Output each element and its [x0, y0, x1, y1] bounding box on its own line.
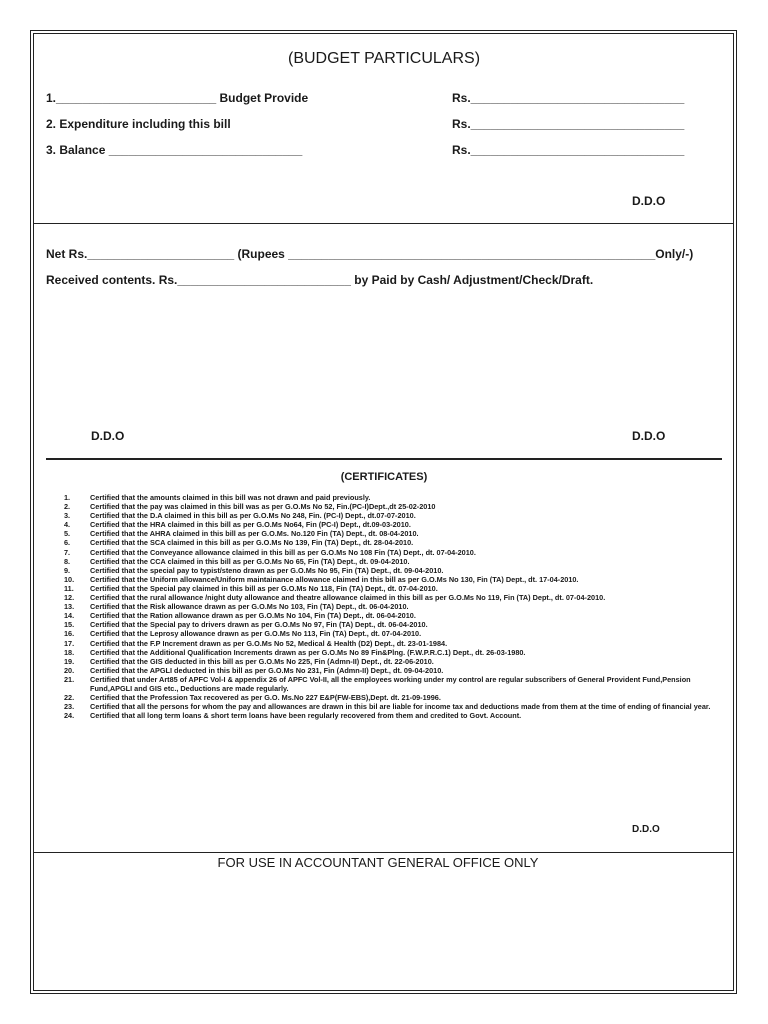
certificate-item	[64, 675, 724, 693]
certificate-item	[64, 702, 724, 711]
balance-label: 3. Balance _____________________________	[46, 143, 303, 157]
certificate-item	[64, 557, 724, 566]
certificate-item	[64, 602, 724, 611]
certificate-text: Certified that the SCA claimed in this bill as per G.O.Ms No 139, Fin (TA) Dept., dt. 28-04-2010.	[90, 538, 414, 548]
certificate-text: Certified that the Leprosy allowance drawn as per G.O.Ms No 113, Fin (TA) Dept., dt. 07-04-2010.	[90, 629, 422, 639]
certificate-number: 5.	[64, 529, 71, 539]
budget-provide-amount: Rs.________________________________	[452, 91, 685, 105]
balance-amount: Rs.________________________________	[452, 143, 685, 157]
certificate-number: 3.	[64, 511, 71, 521]
certificate-number: 24.	[64, 711, 75, 721]
certificate-item	[64, 493, 724, 502]
certificate-number: 21.	[64, 674, 75, 684]
certificate-text: Certified that the Additional Qualification Increments drawn as per G.O.Ms No 89 Fin&Plng. (F.W.P.R.C.1) Dept., dt. 26-03-1980.	[90, 647, 526, 657]
certificate-item	[64, 629, 724, 638]
certificate-item	[64, 666, 724, 675]
certificate-text: Certified that the rural allowance /night duty allowance and theatre allowance claimed in this bill as per G.O.Ms No 119, Fin (TA) Dept., dt. 07-04-2010.	[90, 593, 606, 603]
certificate-item	[64, 511, 724, 520]
certificate-number: 16.	[64, 629, 75, 639]
certificate-item	[64, 693, 724, 702]
certificate-text: Certified that the special pay to typist/steno drawn as per G.O.Ms No 95, Fin (TA) Dept., dt. 09-04-2010.	[90, 565, 444, 575]
certificate-number: 17.	[64, 638, 75, 648]
certificate-number: 13.	[64, 602, 75, 612]
certificate-number: 18.	[64, 647, 75, 657]
certificate-number: 2.	[64, 502, 71, 512]
certificate-number: 8.	[64, 556, 71, 566]
certificates-ddo: D.D.O	[632, 824, 660, 835]
certificate-text: Certified that the Uniform allowance/Uniform maintainance allowance claimed in this bill as per G.O.Ms No 130, Fin (TA) Dept., dt. 17-04-2010.	[90, 574, 579, 584]
certificate-number: 1.	[64, 493, 71, 502]
certificate-number: 20.	[64, 665, 75, 675]
certificate-item	[64, 575, 724, 584]
certificate-number: 22.	[64, 693, 75, 703]
certificate-item	[64, 711, 724, 720]
expenditure-label: 2. Expenditure including this bill	[46, 117, 231, 131]
certificate-text: Certified that all long term loans & short term loans have been regularly recovered from them and credited to Govt. Account.	[90, 711, 522, 721]
certificate-number: 10.	[64, 574, 75, 584]
certificate-text: Certified that the D.A claimed in this bill as per G.O.Ms No 248, Fin. (PC-I) Dept., dt.07-07-2010.	[90, 511, 416, 521]
certificate-number: 23.	[64, 702, 75, 712]
certificate-item	[64, 620, 724, 629]
certificate-text: Certified that the F.P Increment drawn as per G.O.Ms No 52, Medical & Health (D2) Dept., dt. 23-01-1984.	[90, 638, 448, 648]
certificate-text: Certified that the Ration allowance drawn as per G.O.Ms No 104, Fin (TA) Dept., dt. 06-04-2010.	[90, 611, 416, 621]
certificate-item	[64, 529, 724, 538]
budget-ddo: D.D.O	[632, 194, 666, 208]
certificate-number: 19.	[64, 656, 75, 666]
certificate-item	[64, 584, 724, 593]
budget-title: (BUDGET PARTICULARS)	[287, 50, 481, 67]
divider-certificates	[33, 852, 734, 853]
certificate-text: Certified that the pay was claimed in this bill was as per G.O.Ms No 52, Fin.(PC-I)Dept.,dt 25-02-2010	[90, 502, 436, 512]
certificate-text: Certified that the AHRA claimed in this bill as per G.O.Ms. No.120 Fin (TA) Dept., dt. 08-04-2010.	[90, 529, 419, 539]
certificate-item	[64, 566, 724, 575]
certificate-item	[64, 502, 724, 511]
certificate-text: Certified that the amounts claimed in this bill was not drawn and paid previously.	[90, 493, 371, 502]
certificate-item	[64, 611, 724, 620]
certificate-number: 12.	[64, 593, 75, 603]
certificate-text: Certified that the APGLI deducted in this bill as per G.O.Ms No 231, Fin (Admn-II) Dept., dt. 09-04-2010.	[90, 665, 444, 675]
certificate-text: Certified that the GIS deducted in this bill as per G.O.Ms No 225, Fin (Admn-II) Dept., dt. 22-06-2010.	[90, 656, 434, 666]
certificate-number: 15.	[64, 620, 75, 630]
payment-ddo-left: D.D.O	[91, 429, 125, 443]
certificates-title: (CERTIFICATES)	[340, 471, 428, 483]
certificate-number: 14.	[64, 611, 75, 621]
received-contents-line: Received contents. Rs.__________________________ by Paid by Cash/ Adjustment/Check/Draft.	[46, 273, 594, 287]
certificate-number: 6.	[64, 538, 71, 548]
certificate-item	[64, 520, 724, 529]
payment-ddo-right: D.D.O	[632, 429, 666, 443]
budget-provide-label: 1.________________________ Budget Provide	[46, 91, 309, 105]
certificate-item	[64, 548, 724, 557]
accountant-general-title: FOR USE IN ACCOUNTANT GENERAL OFFICE ONLY	[217, 855, 539, 870]
certificate-item	[64, 639, 724, 648]
certificate-text: Certified that the Profession Tax recovered as per G.O. Ms.No 227 E&P(FW-EBS),Dept. dt. 21-09-1996.	[90, 693, 441, 703]
net-amount-line: Net Rs.______________________ (Rupees _______________________________________________________Only/-)	[46, 247, 694, 261]
certificate-number: 9.	[64, 565, 71, 575]
certificate-text: Certified that the Special pay claimed in this bill as per G.O.Ms No 118, Fin (TA) Dept., dt. 07-04-2010.	[90, 583, 438, 593]
divider-budget	[33, 223, 734, 224]
certificate-number: 4.	[64, 520, 71, 530]
certificate-text: Certified that the CCA claimed in this bill as per G.O.Ms No 65, Fin (TA) Dept., dt. 09-04-2010.	[90, 556, 410, 566]
certificate-text: Certified that all the persons for whom the pay and allowances are drawn in this bil are liable for income tax and deductions made from them at the time of ending of financial year.	[90, 702, 711, 712]
certificate-item	[64, 593, 724, 602]
certificate-text: Certified that the HRA claimed in this bill as per G.O.Ms No64, Fin (PC-I) Dept., dt.09-03-2010.	[90, 520, 411, 530]
certificate-item	[64, 648, 724, 657]
certificate-text: Certified that the Special pay to drivers drawn as per G.O.Ms No 97, Fin (TA) Dept., dt. 06-04-2010.	[90, 620, 428, 630]
certificates-list	[64, 493, 724, 720]
certificate-number: 11.	[64, 583, 74, 593]
certificate-text: Certified that under Art85 of APFC Vol-I & appendix 26 of APFC Vol-II, all the employees working under my control are regular subscribers of General Provident Fund,Pension Fund,APGLI and GIS etc., Deductions are made regularly.	[90, 674, 691, 693]
expenditure-amount: Rs.________________________________	[452, 117, 685, 131]
divider-payment	[46, 458, 722, 460]
certificate-number: 7.	[64, 547, 71, 557]
certificate-item	[64, 538, 724, 547]
certificate-item	[64, 657, 724, 666]
certificate-text: Certified that the Risk allowance drawn as per G.O.Ms No 103, Fin (TA) Dept., dt. 06-04-2010.	[90, 602, 409, 612]
certificate-text: Certified that the Conveyance allowance claimed in this bill as per G.O.Ms No 108 Fin (TA) Dept., dt. 07-04-2010.	[90, 547, 476, 557]
